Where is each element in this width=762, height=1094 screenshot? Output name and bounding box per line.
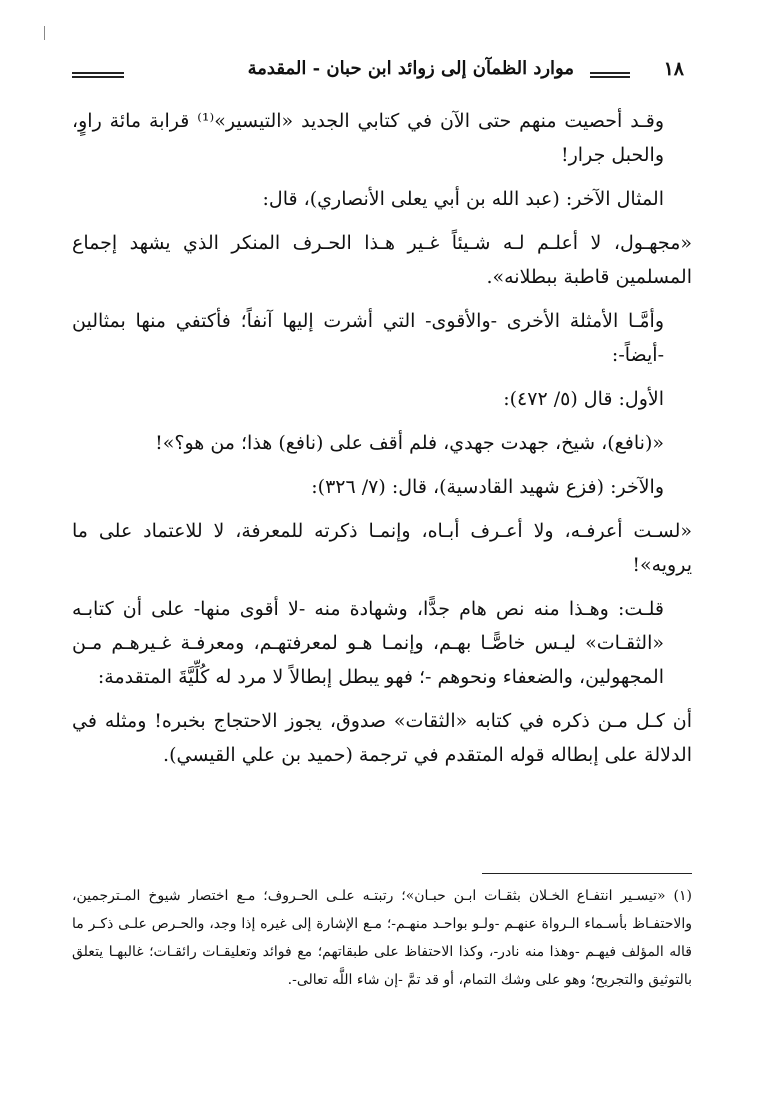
header-rule-left — [72, 72, 124, 78]
paragraph: الأول: قال (٥/ ٤٧٢): — [503, 388, 664, 410]
scan-mark — [44, 26, 45, 40]
paragraph: وقـد أحصيت منهم حتى الآن في كتابي الجديد «التيسير»⁽¹⁾ قرابة مائة راوٍ، والحبل جرار! — [72, 110, 664, 166]
quotation: «مجهـول، لا أعلـم لـه شـيئاً غـير هـذا الحـرف المنكر الذي يشهد إجماع المسلمين قاطبة ببطلانه». — [72, 232, 692, 288]
paragraph: قلـت: وهـذا منه نص هام جدًّا، وشهادة منه -لا أقوى منها- على أن كتابـه «الثقـات» ليـس خاصًّـا بهـم، وإنمـا هـو لمعرفتهـم، ومعرفـة غـيرهـم مـن المجهولين، والضعفاء ونحوهم -؛ فهو يبطل إبطالاً لا مرد له كُلِّيَّةَ المتقدمة: — [72, 598, 664, 688]
footnote-separator — [482, 873, 692, 874]
header-rule-right — [590, 72, 630, 78]
page-header — [72, 58, 692, 90]
paragraph: المثال الآخر: (عبد الله بن أبي يعلى الأنصاري)، قال: — [262, 188, 664, 210]
running-title: موارد الظمآن إلى زوائد ابن حبان - المقدمة — [247, 58, 574, 79]
quotation: «(نافع)، شيخ، جهدت جهدي، فلم أقف على (نافع) هذا؛ من هو؟»! — [155, 432, 664, 454]
page-number: ١٨ — [663, 58, 684, 80]
paragraph: وأمَّـا الأمثلة الأخرى -والأقوى- التي أشرت إليها آنفاً؛ فأكتفي منها بمثالين -أيضاً-: — [72, 310, 664, 366]
footnote: (١) «تيسـير انتفـاع الخـلان بثقـات ابـن حبـان»؛ رتبتـه علـى الحـروف؛ مـع اختصار شيوخ المـترجمين، والاحتفـاظ بأسـماء الـرواة عنهـم -ولـو بواحـد منهـم-؛ مـع الإشارة إلى غيره إذا وجد، والحـرص علـى ذكـر ما قاله المؤلف فيهـم -وهذا منه نادر-، وكذا الاحتفاظ على طبقاتهم؛ مع فوائد وتعليقـات رائقـات؛ غالبهـا يتعلق بالتوثيق والتجريح؛ وهو على وشك التمام، أو قد تمَّ -إن شاء اللَّه تعالى-. — [72, 888, 693, 988]
quotation: «لسـت أعرفـه، ولا أعـرف أبـاه، وإنمـا ذكرته للمعرفة، لا للاعتماد على ما يرويه»! — [72, 520, 692, 576]
paragraph: والآخر: (فزع شهيد القادسية)، قال: (٧/ ٣٢٦): — [311, 476, 664, 498]
paragraph: أن كـل مـن ذكره في كتابه «الثقات» صدوق، يجوز الاحتجاج بخبره! ومثله في الدلالة على إبطاله قوله المتقدم في ترجمة (حميد بن علي القيسي). — [72, 710, 692, 766]
main-text — [72, 104, 692, 782]
